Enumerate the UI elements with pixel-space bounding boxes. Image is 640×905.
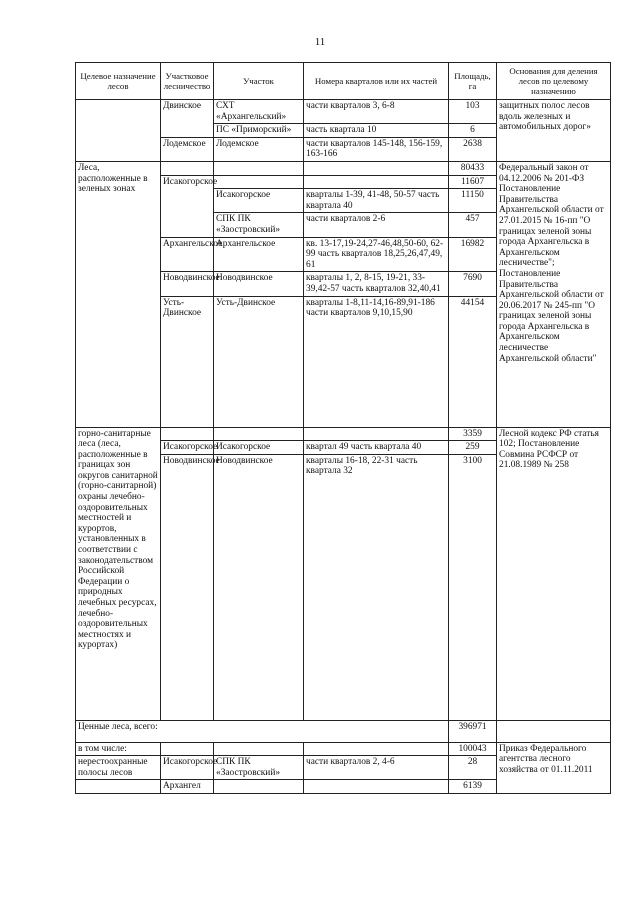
cell-quarters: части кварталов 2-6: [304, 213, 449, 237]
cell-section: [214, 780, 304, 794]
cell-forestry: Исакогорское: [161, 441, 214, 455]
cell-section: СПК ПК «Заостровский»: [214, 756, 304, 780]
cell-quarters: кварталы 16-18, 22-31 часть квартала 32: [304, 454, 449, 720]
cell-section: [214, 427, 304, 441]
cell-area: 259: [449, 441, 497, 455]
cell-quarters: части кварталов 2, 4-6: [304, 756, 449, 780]
cell-forestry: [161, 427, 214, 441]
cell-area: 6: [449, 124, 497, 138]
cell-area: 80433: [449, 161, 497, 175]
header-basis: Основания для деления лесов по целевому назначению: [497, 63, 611, 100]
cell-section: [214, 161, 304, 175]
table-header-row: [76, 63, 611, 100]
cell-section: Усть-Двинское: [214, 296, 304, 427]
cell-forestry: Архангельское: [161, 237, 214, 272]
cell-forestry: Новодвинское: [161, 454, 214, 720]
header-quarters: Номера кварталов или их частей: [304, 63, 449, 100]
cell-quarters: части кварталов 3, 6-8: [304, 100, 449, 124]
cell-section: Новодвинское: [214, 454, 304, 720]
cell-quarters: квартал 49 часть квартала 40: [304, 441, 449, 455]
cell-section: СХТ «Архангельский»: [214, 100, 304, 124]
cell-area: 16982: [449, 237, 497, 272]
cell-basis: защитных полос лесов вдоль железных и автомобильных дорог»: [497, 100, 611, 162]
cell-quarters: кварталы 1-39, 41-48, 50-57 часть квартала 40: [304, 189, 449, 213]
cell-quarters: [304, 161, 449, 175]
table-row: [76, 161, 611, 175]
table-row: [76, 100, 611, 124]
cell-area: 3359: [449, 427, 497, 441]
cell-quarters: кварталы 1, 2, 8-15, 19-21, 33-39,42-57 часть кварталов 32,40,41: [304, 272, 449, 296]
cell-area: 11150: [449, 189, 497, 213]
forest-purpose-table: [75, 62, 611, 794]
cell-area: 28: [449, 756, 497, 780]
cell-quarters: кв. 13-17,19-24,27-46,48,50-60, 62-99 часть кварталов 18,25,26,47,49, 61: [304, 237, 449, 272]
cell-area: 100043: [449, 742, 497, 756]
table-row: [76, 720, 611, 742]
cell-purpose: нерестоохранные полосы лесов: [76, 756, 161, 780]
cell-forestry: [161, 742, 214, 756]
cell-purpose: в том числе:: [76, 742, 161, 756]
cell-forestry: Лодемское: [161, 137, 214, 161]
header-purpose: Целевое назначение лесов: [76, 63, 161, 100]
cell-forestry: [161, 161, 214, 175]
header-section: Участок: [214, 63, 304, 100]
cell-forestry: Усть-Двинское: [161, 296, 214, 427]
cell-area: 2638: [449, 137, 497, 161]
cell-area: 11607: [449, 175, 497, 189]
cell-area: 44154: [449, 296, 497, 427]
cell-area: 7690: [449, 272, 497, 296]
page-number: 11: [314, 36, 326, 48]
cell-purpose: горно-санитарные леса (леса, расположенные в границах зон округов санитарной (горно-санитарной) охраны лечебно-оздоровительных местностей и курортов, установленных в соответствии с законодательством Российской Федерации о природных лечебных ресурсах, лечебно-оздоровительных местностях и курортах): [76, 427, 161, 720]
table-row: [76, 742, 611, 756]
header-forestry: Участковое лесничество: [161, 63, 214, 100]
cell-forestry: Архангел: [161, 780, 214, 794]
header-area: Площадь, га: [449, 63, 497, 100]
cell-section: Новодвинское: [214, 272, 304, 296]
cell-forestry: Новодвинское: [161, 272, 214, 296]
cell-section: [214, 175, 304, 189]
cell-section: [214, 742, 304, 756]
cell-section: Архангельское: [214, 237, 304, 272]
cell-purpose: [76, 780, 161, 794]
cell-area: 457: [449, 213, 497, 237]
cell-quarters: [304, 742, 449, 756]
table-row: [76, 427, 611, 441]
cell-forestry: Исакогорское: [161, 175, 214, 237]
cell-quarters: [304, 427, 449, 441]
cell-basis: Федеральный закон от 04.12.2006 № 201-ФЗ Постановление Правительства Архангельской области от 27.01.2015 № 16-пп "О границах зеленой зоны города Архангельска в Архангельском лесничестве"; Постановление Правительства Архангельской области от 20.06.2017 № 245-пп "О границах зеленой зоны города Архангельска в Архангельском лесничестве Архангельской области": [497, 161, 611, 427]
cell-basis: [497, 720, 611, 742]
cell-quarters: часть квартала 10: [304, 124, 449, 138]
cell-quarters: [304, 780, 449, 794]
cell-section: СПК ПК «Заостровский»: [214, 213, 304, 237]
cell-area: 103: [449, 100, 497, 124]
cell-section: Исакогорское: [214, 441, 304, 455]
cell-area: 3100: [449, 454, 497, 720]
cell-quarters: части кварталов 145-148, 156-159, 163-166: [304, 137, 449, 161]
cell-basis: Приказ Федерального агентства лесного хозяйства от 01.11.2011: [497, 742, 611, 793]
cell-section: Лодемское: [214, 137, 304, 161]
cell-purpose: Ценные леса, всего:: [76, 720, 449, 742]
cell-purpose: [76, 100, 161, 162]
cell-purpose: Леса, расположенные в зеленых зонах: [76, 161, 161, 427]
cell-section: Исакогорское: [214, 189, 304, 213]
cell-section: ПС «Приморский»: [214, 124, 304, 138]
cell-basis: Лесной кодекс РФ статья 102; Постановление Совмина РСФСР от 21.08.1989 № 258: [497, 427, 611, 720]
cell-quarters: кварталы 1-8,11-14,16-89,91-186 части кварталов 9,10,15,90: [304, 296, 449, 427]
cell-forestry: Исакогорское: [161, 756, 214, 780]
cell-quarters: [304, 175, 449, 189]
cell-area: 396971: [449, 720, 497, 742]
cell-area: 6139: [449, 780, 497, 794]
cell-forestry: Двинское: [161, 100, 214, 138]
